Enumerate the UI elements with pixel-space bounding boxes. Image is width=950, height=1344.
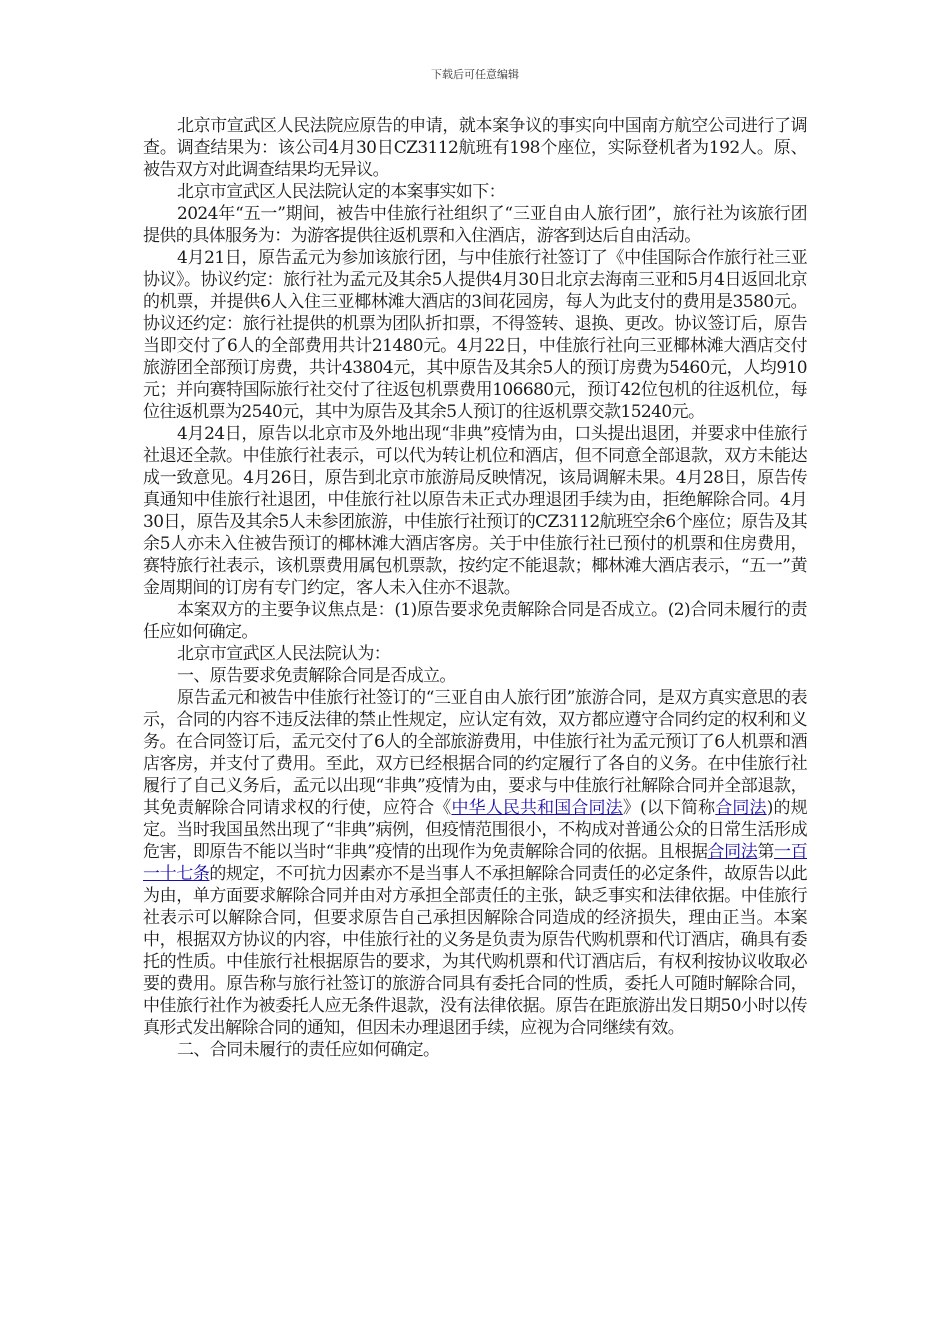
link-contract-law-short[interactable]: 合同法 [715,798,767,818]
paragraph-tour-group: 2024年“五一”期间，被告中佳旅行社组织了“三亚自由人旅行团”，旅行社为该旅行团提供的具体服务为：为游客提供往返机票和入住酒店，游客到达后自由活动。 [143,204,807,246]
analysis-text-4: 第 [757,842,774,862]
link-contract-law-ref[interactable]: 合同法 [707,842,758,862]
analysis-text-3: )的规定。当时我国虽然出现了“非典”病例，但疫情范围很小，不构成对普通公众的日常生活形成危害，即原告不能以当时“非典”疫情的出现作为免责解除合同的依据。且根据 [143,798,808,862]
section-heading-2: 二、合同未履行的责任应如何确定。 [177,1040,440,1060]
link-article-117[interactable]: 一百一十七条 [143,842,807,884]
paragraph-court-opinion-intro: 北京市宣武区人民法院认为： [177,644,391,664]
paragraph-investigation: 北京市宣武区人民法院应原告的申请，就本案争议的事实向中国南方航空公司进行了调查。调查结果为：该公司4月30日CZ3112航班有198个座位，实际登机者为192人。原、被告双方对此调查结果均无异议。 [143,116,807,180]
paragraph-facts-intro: 北京市宣武区人民法院认定的本案事实如下： [177,182,505,202]
analysis-text-5: 的规定，不可抗力因素亦不是当事人不承担解除合同责任的必定条件，故原告以此为由，单方面要求解除合同并由对方承担全部责任的主张，缺乏事实和法律依据。中佳旅行社表示可以解除合同，但要求原告自己承担因解除合同造成的经济损失，理由正当。本案中，根据双方协议的内容，中佳旅行社的义务是负责为原告代购机票和代订酒店，确具有委托的性质。中佳旅行社根据原告的要求，为其代购机票和代订酒店后，有权利按协议收取必要的费用。原告称与旅行社签订的旅游合同具有委托合同的性质，委托人可随时解除合同，中佳旅行社作为被委托人应无条件退款，没有法律依据。原告在距旅游出发日期50小时以传真形式发出解除合同的通知，但因未办理退团手续，应视为合同继续有效。 [143,864,807,1038]
paragraph-dispute-focus: 本案双方的主要争议焦点是：(1)原告要求免责解除合同是否成立。(2)合同未履行的责任应如何确定。 [143,600,807,642]
paragraph-withdrawal: 4月24日，原告以北京市及外地出现“非典”疫情为由，口头提出退团，并要求中佳旅行社退还全款。中佳旅行社表示，可以代为转让机位和酒店，但不同意全部退款，双方未能达成一致意见。4月26日，原告到北京市旅游局反映情况，该局调解未果。4月28日，原告传真通知中佳旅行社退团，中佳旅行社以原告未正式办理退团手续为由，拒绝解除合同。4月30日，原告及其余5人未参团旅游，中佳旅行社预订的CZ3112航班空余6个座位；原告及其余5人亦未入住被告预订的椰林滩大酒店客房。关于中佳旅行社已预付的机票和住房费用，赛特旅行社表示，该机票费用属包机票款，按约定不能退款；椰林滩大酒店表示，“五一”黄金周期间的订房有专门约定，客人未入住亦不退款。 [143,424,807,598]
paragraph-analysis [143,687,807,1039]
paragraph-agreement: 4月21日，原告孟元为参加该旅行团，与中佳旅行社签订了《中佳国际合作旅行社三亚协议》。协议约定：旅行社为孟元及其余5人提供4月30日北京去海南三亚和5月4日返回北京的机票，并提供6人入住三亚椰林滩大酒店的3间花园房，每人为此支付的费用是3580元。协议还约定：旅行社提供的机票为团队折扣票，不得签转、退换、更改。协议签订后，原告当即交付了6人的全部费用共计21480元。4月22日，中佳旅行社向三亚椰林滩大酒店交付旅游团全部预订房费，共计43804元，其中原告及其余5人的预订房费为5460元，人均910元；并向赛特国际旅行社交付了往返包机票费用106680元，预订42位包机的往返机位，每位往返机票为2540元，其中为原告及其余5人预订的往返机票交款15240元。 [143,248,807,422]
analysis-text-1: 原告孟元和被告中佳旅行社签订的“三亚自由人旅行团”旅游合同，是双方真实意思的表示，合同的内容不违反法律的禁止性规定，应认定有效，双方都应遵守合同约定的权利和义务。在合同签订后，孟元交付了6人的全部旅游费用，中佳旅行社为孟元预订了6人机票和酒店客房，并支付了费用。至此，双方已经根据合同的约定履行了各自的义务。在中佳旅行社履行了自己义务后，孟元以出现“非典”疫情为由，要求与中佳旅行社解除合同并全部退款，其免责解除合同请求权的行使，应符合《 [143,688,807,818]
analysis-text-2: 》(以下简称 [622,798,716,818]
page-header: 下载后可任意编辑 [431,68,519,81]
section-heading-1: 一、原告要求免责解除合同是否成立。 [177,666,456,686]
document-body [143,115,807,1061]
link-contract-law-full[interactable]: 中华人民共和国合同法 [451,798,623,818]
